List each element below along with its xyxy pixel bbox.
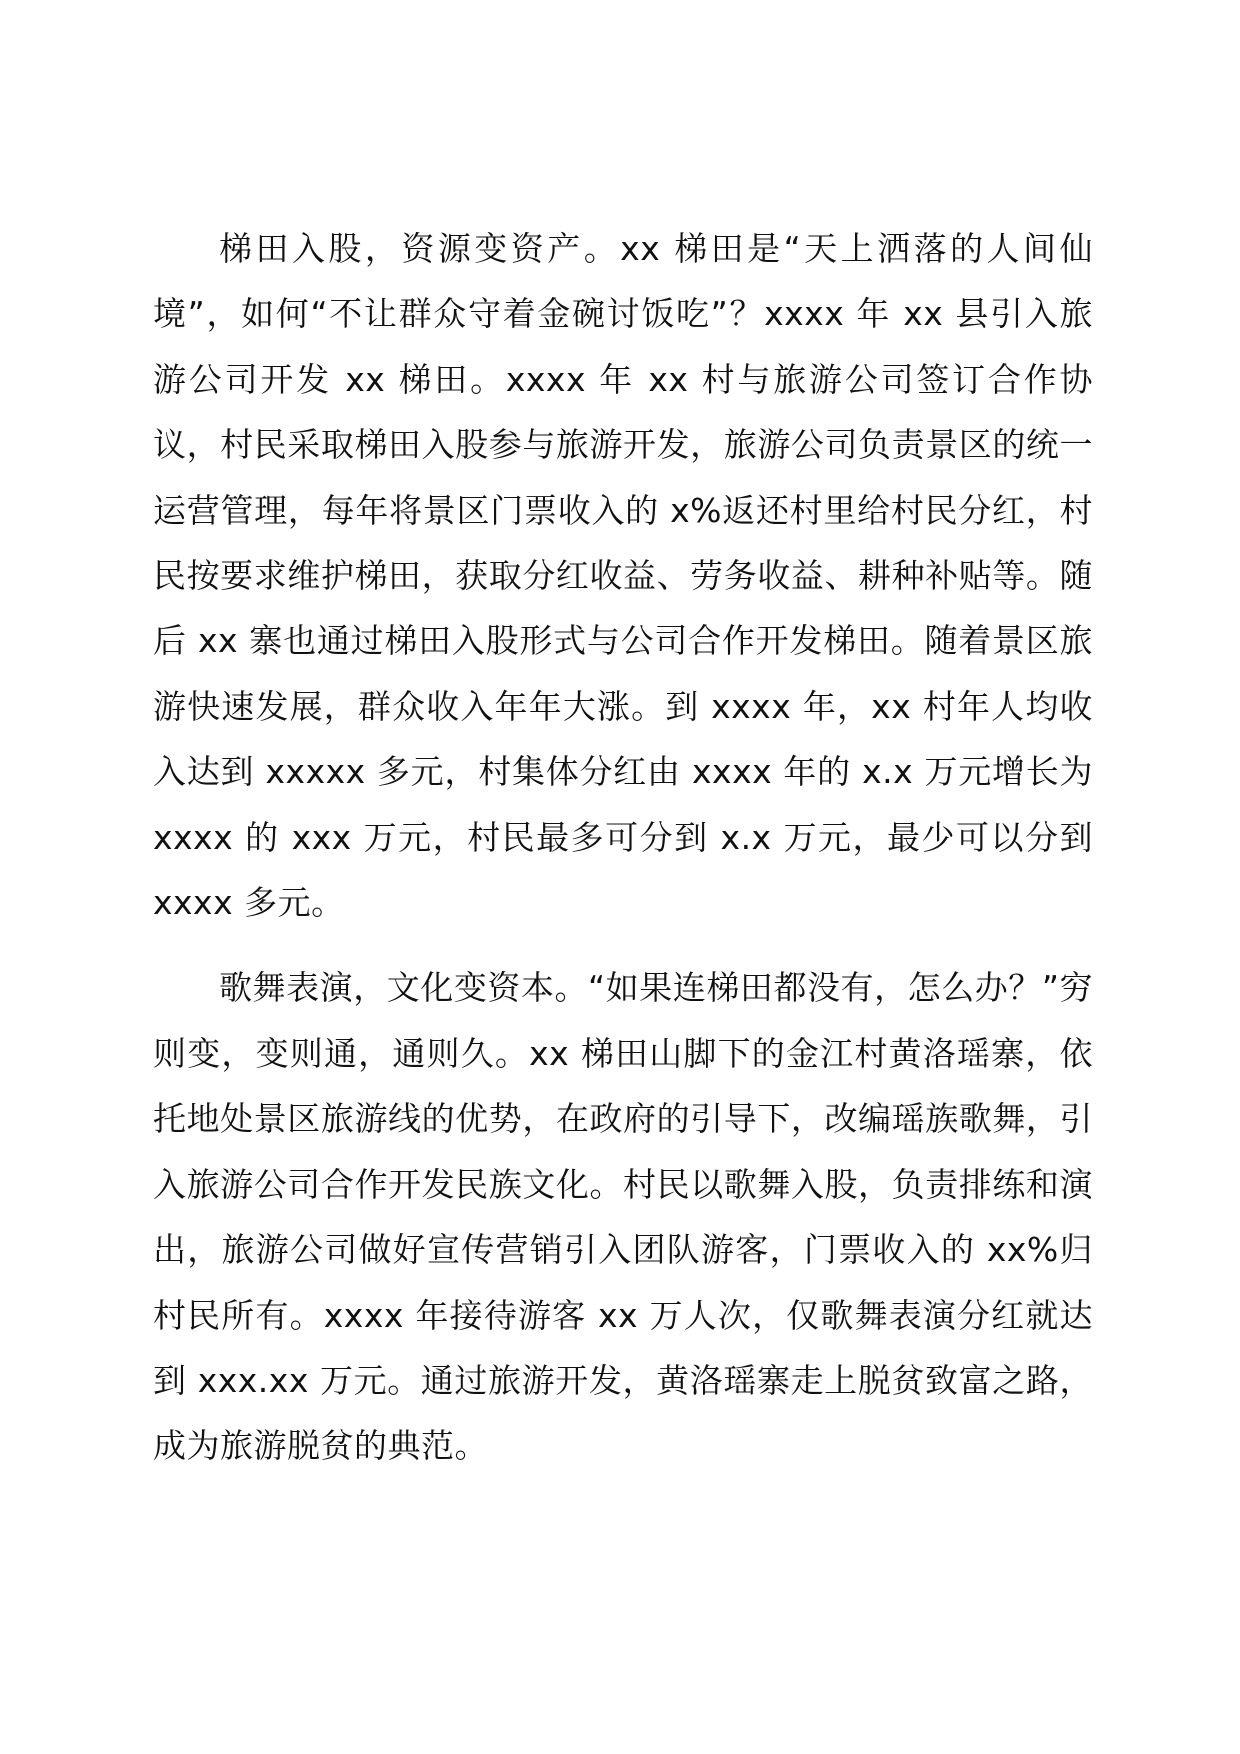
document-body — [153, 216, 1093, 1479]
paragraph-terraced-fields: 梯田入股，资源变资产。xx 梯田是“天上洒落的人间仙境”，如何“不让群众守着金碗讨饭吃”？xxxx 年 xx 县引入旅游公司开发 xx 梯田。xxxx 年 xx 村与旅游公司签订合作协议，村民采取梯田入股参与旅游开发，旅游公司负责景区的统一运营管理，每年将景区门票收入的 x%返还村里给村民分红，村民按要求维护梯田，获取分红收益、劳务收益、耕种补贴等。随后 xx 寨也通过梯田入股形式与公司合作开发梯田。随着景区旅游快速发展，群众收入年年大涨。到 xxxx 年，xx 村年人均收入达到 xxxxx 多元，村集体分红由 xxxx 年的 x.x 万元增长为 xxxx 的 xxx 万元，村民最多可分到 x.x 万元，最少可以分到 xxxx 多元。 — [153, 229, 1093, 923]
paragraph-song-dance: 歌舞表演，文化变资本。“如果连梯田都没有，怎么办？”穷则变，变则通，通则久。xx 梯田山脚下的金江村黄洛瑶寨，依托地处景区旅游线的优势，在政府的引导下，改编瑶族歌舞，引入旅游公司合作开发民族文化。村民以歌舞入股，负责排练和演出，旅游公司做好宣传营销引入团队游客，门票收入的 xx%归村民所有。xxxx 年接待游客 xx 万人次，仅歌舞表演分红就达到 xxx.xx 万元。通过旅游开发，黄洛瑶寨走上脱贫致富之路，成为旅游脱贫的典范。 — [153, 968, 1093, 1466]
